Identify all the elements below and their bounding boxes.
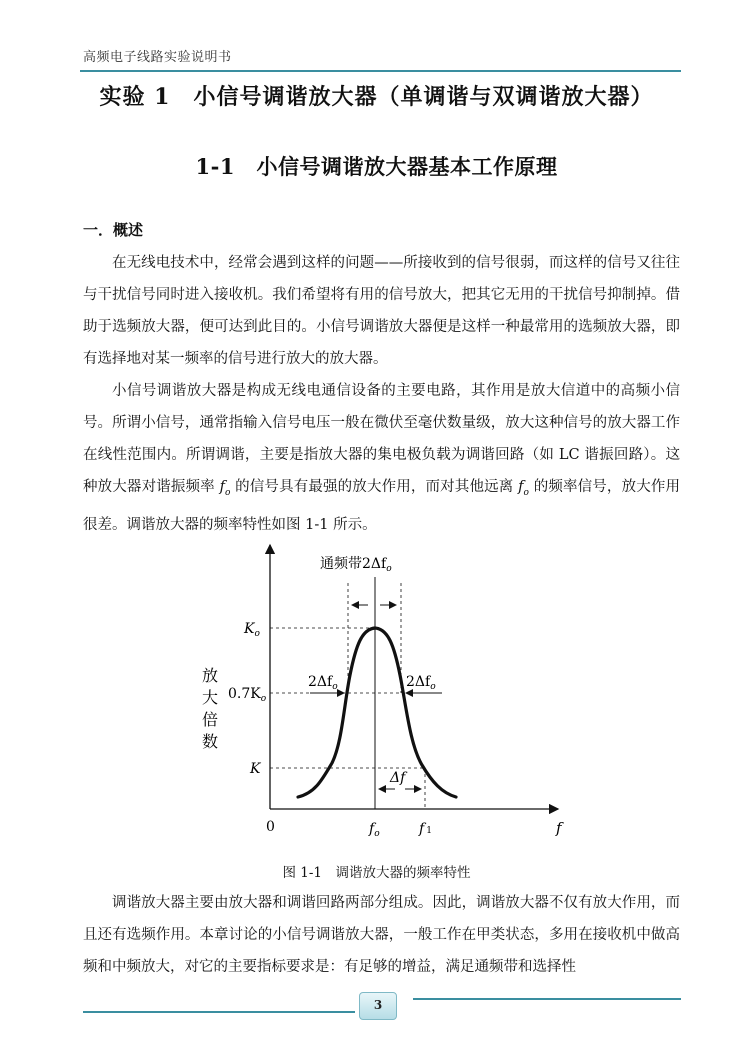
delta-f-label: Δf	[390, 770, 406, 786]
passband-label: 通频带$2\Delta f_o$	[320, 556, 392, 574]
paragraph-text: 小信号调谐放大器是构成无线电通信设备的主要电路，其作用是放大信道中的高频小信号。所谓小信号，通常指输入信号电压一般在微伏至毫伏数量级，放大这种信号的放大器工作在线性范围内。所谓调谐，主要是指放大器的集电极负载为调谐回路（如 LC 谐振回路）。这种放大器对谐振频率	[83, 383, 680, 495]
header-rule	[80, 70, 681, 72]
chapter-title: 实验 1 小信号调谐放大器（单调谐与双调谐放大器）	[99, 84, 654, 110]
y-axis-label: 数	[202, 732, 219, 751]
paragraph-text: 的频率信号，放大作用很差。调谐放大器的频率特性如图 1-1 所示。	[83, 479, 681, 533]
paragraph-text: 的信号具有最强的放大作用，而对其他远离	[230, 479, 519, 495]
y-axis-label: 放	[202, 666, 219, 685]
f-axis-label: f	[556, 819, 562, 837]
f1-tick-label: f 1	[419, 821, 432, 837]
section-title: 1-1 小信号调谐放大器基本工作原理	[195, 154, 558, 179]
k-label: K	[250, 761, 261, 777]
ko-label: $K_o$	[244, 621, 260, 639]
frequency-response-diagram	[180, 535, 600, 855]
paragraph-structure: 调谐放大器主要由放大器和调谐回路两部分组成。因此，调谐放大器不仅有放大作用，而且还有选频作用。本章讨论的小信号调谐放大器，一般工作在甲类状态，多用在接收机中做高频和中频放大，对它的主要指标要求是：有足够的增益，满足通频带和选择性	[83, 895, 680, 975]
y-axis-label: 倍	[202, 710, 219, 729]
paragraph-overview-1: 在无线电技术中，经常会遇到这样的问题——所接收到的信号很弱，而这样的信号又往往与干扰信号同时进入接收机。我们希望将有用的信号放大，把其它无用的干扰信号抑制掉。借助于选频放大器，便可达到此目的。小信号调谐放大器便是这样一种最常用的选频放大器，即有选择地对某一频率的信号进行放大的放大器。	[83, 255, 680, 367]
footer-rule-left	[83, 1011, 355, 1013]
footer-rule-right	[413, 998, 681, 1000]
response-curve	[298, 628, 456, 797]
book-title: 高频电子线路实验说明书	[83, 50, 232, 65]
fo-tick-label: $f_o$	[369, 821, 380, 839]
fo-symbol: $f_o$	[518, 479, 529, 498]
frequency-response-figure	[180, 535, 600, 855]
ko07-label: $0.7K_o$	[228, 686, 267, 704]
paragraph-overview-2	[83, 375, 680, 541]
right-bandwidth-label: $2\Delta f_o$	[406, 674, 436, 692]
page-number-badge: 3	[359, 992, 397, 1020]
y-axis-label: 大	[202, 688, 219, 707]
figure-caption: 图 1-1 调谐放大器的频率特性	[282, 865, 471, 881]
subsection-title: 一．概述	[83, 221, 144, 239]
left-bandwidth-label: $2\Delta f_o$	[308, 674, 338, 692]
fo-symbol: $f_o$	[219, 479, 231, 498]
origin-label: 0	[266, 819, 275, 835]
